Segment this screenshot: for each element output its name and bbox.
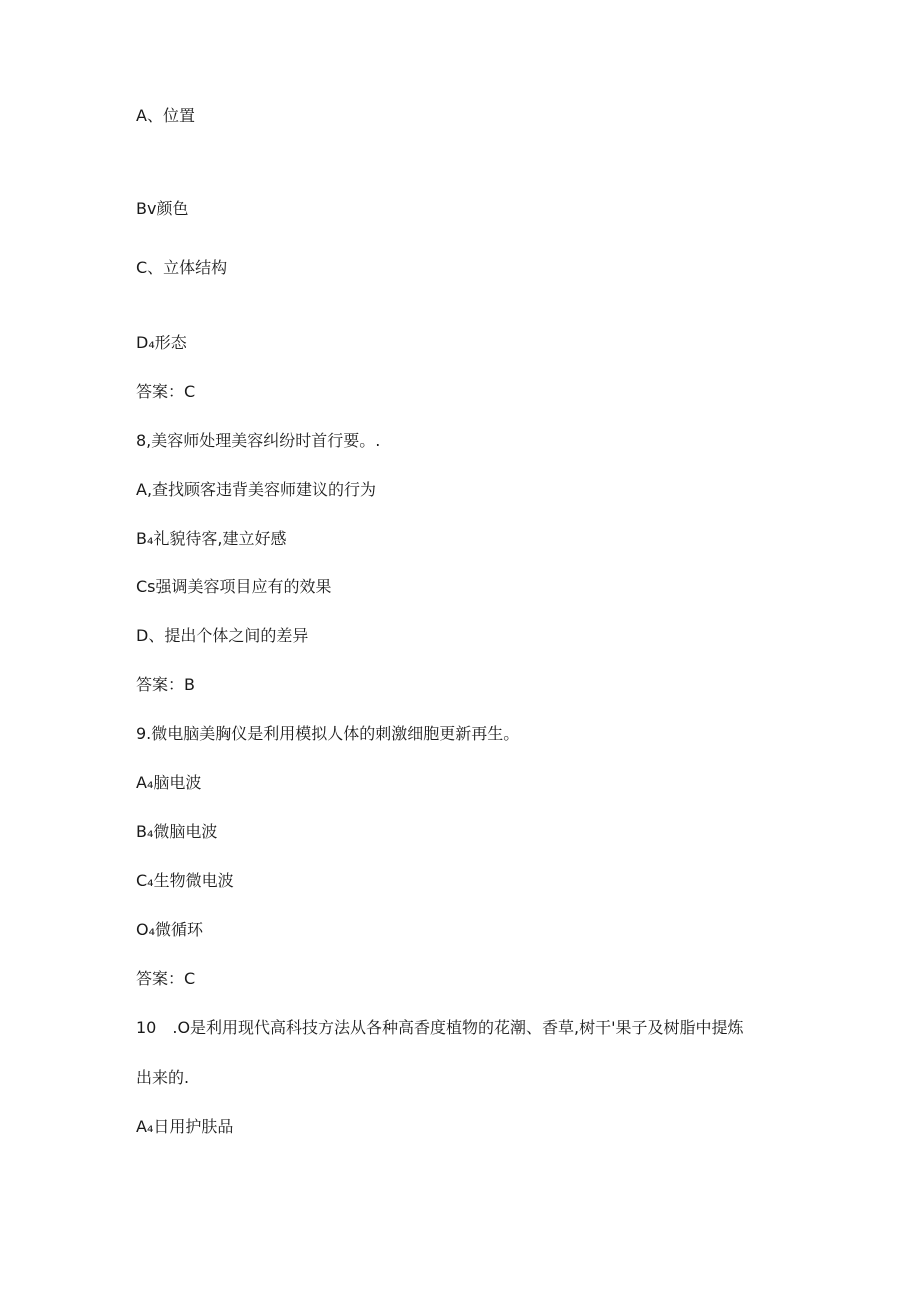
q10-option-a: A₄日用护肤品 [136, 1117, 234, 1136]
option-a-position: A、位置 [136, 106, 195, 125]
answer-q9: 答案：C [136, 969, 196, 988]
question-9: 9.微电脑美胸仪是利用模拟人体的刺激细胞更新再生。 [136, 724, 520, 743]
question-10: 10 .O是利用现代高科技方法从各种高香度植物的花潮、香草,树干'果子及树脂中提炼 [136, 1018, 744, 1037]
answer-q7: 答案：C [136, 382, 196, 401]
q8-option-a: A,查找顾客违背美容师建议的行为 [136, 480, 377, 499]
q9-option-c: C₄生物微电波 [136, 871, 234, 890]
q8-option-c: Cs强调美容项目应有的效果 [136, 577, 332, 596]
option-c-structure: C、立体结构 [136, 258, 228, 277]
q8-option-d: D、提出个体之间的差异 [136, 626, 309, 645]
option-b-color: Bv颜色 [136, 199, 189, 218]
question-8: 8,美容师处理美容纠纷时首行要。. [136, 431, 381, 450]
q9-option-d: O₄微循环 [136, 920, 204, 939]
q8-option-b: B₄礼貌待客,建立好感 [136, 529, 287, 548]
q9-option-b: B₄微脑电波 [136, 822, 218, 841]
option-d-form: D₄形态 [136, 333, 187, 352]
q9-option-a: A₄脑电波 [136, 773, 202, 792]
question-10-continued: 出来的. [136, 1068, 190, 1087]
answer-q8: 答案：B [136, 675, 195, 694]
